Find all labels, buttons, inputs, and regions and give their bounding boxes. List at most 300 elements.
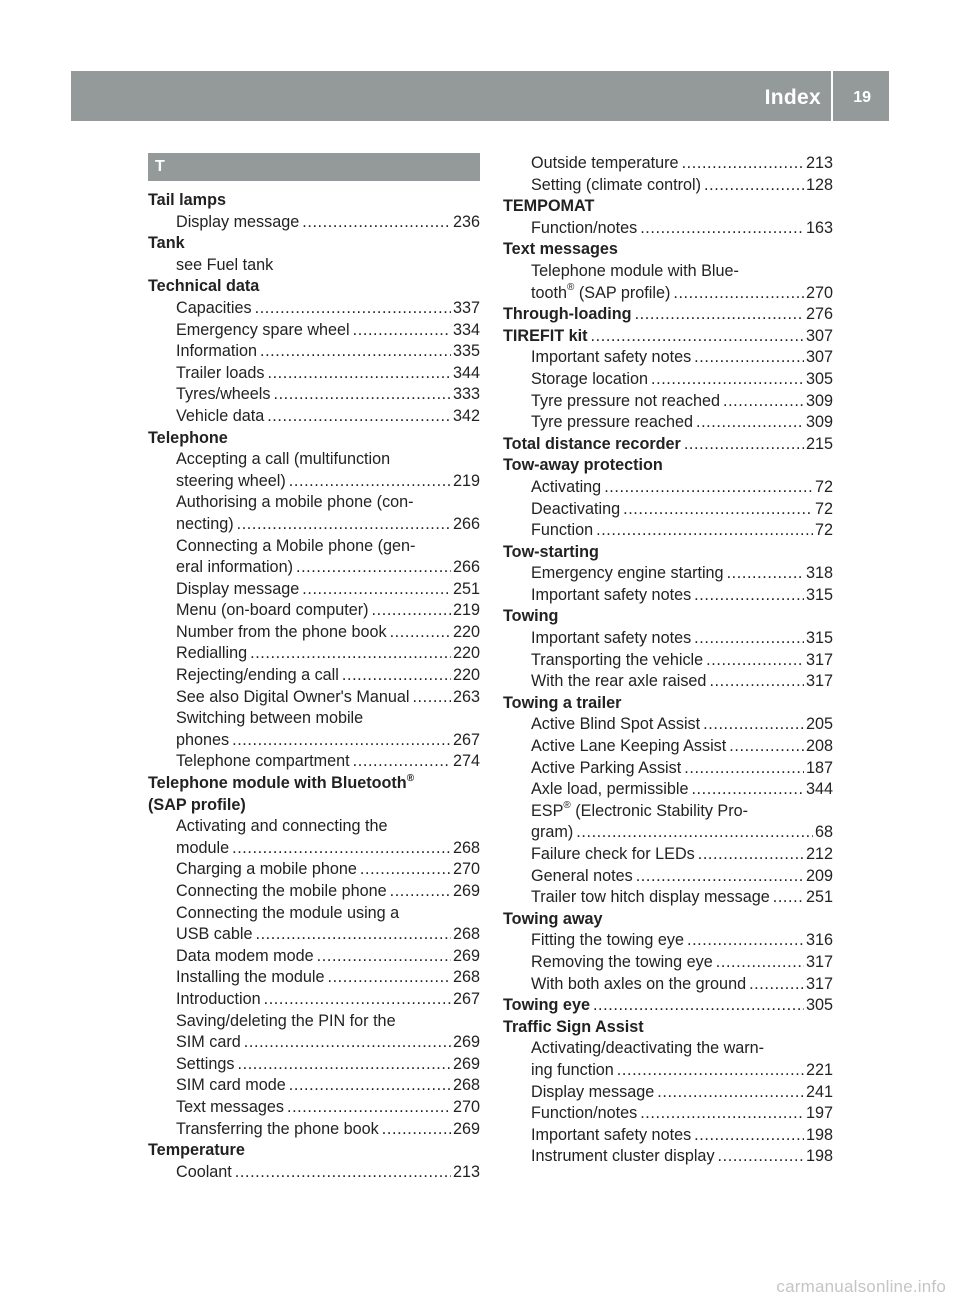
page-reference[interactable]: 263 <box>452 687 480 706</box>
entry-text: Emergency spare wheel <box>176 320 350 339</box>
dot-leader <box>691 779 804 801</box>
index-subentry <box>148 1032 480 1054</box>
entry-text: Tank <box>148 234 185 253</box>
entry-text: Transporting the vehicle <box>531 650 704 669</box>
index-subentry <box>503 671 833 693</box>
index-subentry <box>148 1162 480 1184</box>
dot-leader <box>289 471 451 493</box>
index-subentry <box>503 1103 833 1125</box>
dot-leader <box>353 751 451 773</box>
page-reference[interactable]: 269 <box>452 1054 480 1073</box>
entry-text: Function/notes <box>531 1104 638 1123</box>
entry-text: SIM card mode <box>176 1076 286 1095</box>
index-subentry <box>503 1060 833 1082</box>
dot-leader <box>412 687 451 709</box>
page-reference[interactable]: 268 <box>452 838 480 857</box>
entry-text: Storage location <box>531 369 648 388</box>
entry-text: Towing eye <box>503 996 590 1015</box>
index-subentry <box>503 391 833 413</box>
page-reference[interactable]: 269 <box>452 1033 480 1052</box>
index-subentry <box>148 341 480 363</box>
index-subentry <box>503 628 833 650</box>
dot-leader <box>593 995 804 1017</box>
index-subentry <box>503 758 833 780</box>
entry-text: Active Lane Keeping Assist <box>531 737 727 756</box>
dot-leader <box>255 924 451 946</box>
entry-text: Transferring the phone book <box>176 1119 379 1138</box>
page-reference[interactable]: 305 <box>805 369 833 388</box>
entry-text: tooth® (SAP profile) <box>531 282 671 302</box>
entry-text: Important safety notes <box>531 629 692 648</box>
index-subentry <box>503 822 833 844</box>
index-subentry <box>148 643 480 665</box>
dot-leader <box>360 859 451 881</box>
index-subentry <box>148 859 480 881</box>
page-reference[interactable]: 219 <box>452 471 480 490</box>
registered-mark: ® <box>567 282 575 294</box>
section-letter-bar: T <box>148 153 480 181</box>
page-reference[interactable]: 269 <box>452 882 480 900</box>
dot-leader <box>273 384 451 406</box>
index-subentry <box>148 708 480 730</box>
index-subentry <box>503 499 833 521</box>
entry-text: SIM card <box>176 1033 241 1052</box>
index-subentry <box>148 1119 480 1141</box>
entry-text: Trailer tow hitch display message <box>531 888 770 907</box>
index-subentry <box>148 579 480 601</box>
dot-leader <box>684 758 804 780</box>
page-reference[interactable]: 198 <box>805 1147 833 1166</box>
page-reference[interactable]: 334 <box>452 320 480 339</box>
entry-text: Tow-away protection <box>503 456 663 475</box>
index-subentry <box>148 363 480 385</box>
page-reference[interactable]: 209 <box>805 866 833 885</box>
page-reference[interactable]: 212 <box>805 845 833 863</box>
index-subentry <box>148 212 480 234</box>
dot-leader <box>260 341 451 363</box>
entry-text: Towing away <box>503 909 603 928</box>
entry-text: Through-loading <box>503 305 632 324</box>
index-subentry <box>503 714 833 736</box>
index-entry-heading <box>148 233 480 255</box>
index-entry-heading <box>503 239 833 261</box>
entry-text: Telephone module with Blue- <box>531 261 739 280</box>
header-title: Index <box>764 86 821 109</box>
page-reference[interactable]: 197 <box>805 1104 833 1123</box>
page-reference[interactable]: 270 <box>452 1097 480 1116</box>
index-subentry <box>148 255 480 277</box>
page-reference[interactable]: 337 <box>452 298 480 317</box>
index-subentry <box>148 665 480 687</box>
entry-text: Tail lamps <box>148 191 226 209</box>
dot-leader <box>636 866 804 888</box>
dot-leader <box>640 218 804 240</box>
index-subentry <box>148 924 480 946</box>
index-entry-heading <box>148 276 480 298</box>
index-subentry <box>148 600 480 622</box>
entry-text: steering wheel) <box>176 471 286 490</box>
index-entry-heading <box>503 434 833 456</box>
entry-text: Total distance recorder <box>503 434 681 453</box>
page-reference[interactable]: 344 <box>452 363 480 382</box>
dot-leader <box>235 1162 451 1184</box>
dot-leader <box>596 520 813 542</box>
index-subentry <box>148 536 480 558</box>
entry-text: Data modem mode <box>176 946 314 965</box>
dot-leader <box>623 499 813 521</box>
index-subentry <box>148 946 480 968</box>
page-reference[interactable]: 270 <box>805 283 833 302</box>
dot-leader <box>327 967 451 989</box>
dot-leader <box>706 650 804 672</box>
index-subentry <box>503 1125 833 1147</box>
page-reference[interactable]: 128 <box>805 175 833 194</box>
entry-text: Telephone module with Bluetooth® <box>148 773 415 793</box>
dot-leader <box>694 1125 804 1147</box>
dot-leader <box>287 1097 451 1119</box>
page-reference[interactable]: 220 <box>452 622 480 641</box>
page-reference[interactable]: 213 <box>805 154 833 172</box>
entry-text: Introduction <box>176 989 261 1008</box>
page-reference[interactable]: 215 <box>805 434 833 453</box>
entry-text: Text messages <box>176 1097 284 1116</box>
index-subentry <box>503 369 833 391</box>
entry-text: Tyre pressure reached <box>531 413 693 432</box>
page-reference[interactable]: 335 <box>452 342 480 361</box>
page-reference[interactable]: 219 <box>452 601 480 620</box>
entry-text: Authorising a mobile phone (con- <box>176 493 414 512</box>
index-subentry <box>503 801 833 823</box>
dot-leader <box>682 153 804 175</box>
index-entry-heading <box>148 1140 480 1162</box>
index-entry-heading <box>503 995 833 1017</box>
entry-text: Function/notes <box>531 218 638 237</box>
entry-text: Emergency engine starting <box>531 564 724 583</box>
dot-leader <box>390 622 451 644</box>
page-reference[interactable]: 318 <box>805 564 833 583</box>
dot-leader <box>704 175 804 197</box>
dot-leader <box>317 946 451 968</box>
entry-text: Traffic Sign Assist <box>503 1017 644 1036</box>
page-reference[interactable]: 333 <box>452 385 480 404</box>
entry-text: Important safety notes <box>531 1125 692 1144</box>
index-subentry <box>148 384 480 406</box>
index-subentry <box>148 406 480 428</box>
index-subentry <box>503 261 833 283</box>
index-entry-heading <box>503 542 833 564</box>
page-reference[interactable]: 220 <box>452 666 480 685</box>
index-subentry <box>148 471 480 493</box>
dot-leader <box>657 1082 804 1104</box>
page-reference[interactable]: 208 <box>805 737 833 756</box>
index-subentry <box>148 320 480 342</box>
index-column-left <box>148 153 480 1183</box>
page-reference[interactable]: 315 <box>805 629 833 648</box>
entry-text: Text messages <box>503 240 618 259</box>
index-subentry <box>148 730 480 752</box>
entry-text: Switching between mobile <box>176 709 364 728</box>
dot-leader <box>617 1060 804 1082</box>
entry-text: Deactivating <box>531 499 621 518</box>
index-subentry <box>503 218 833 240</box>
index-subentry <box>148 989 480 1011</box>
page-reference[interactable]: 251 <box>452 579 480 598</box>
entry-text: Vehicle data <box>176 406 265 425</box>
page-reference[interactable]: 317 <box>805 650 833 669</box>
index-entry-heading <box>148 773 480 795</box>
entry-text: Connecting the mobile phone <box>176 882 387 900</box>
page-reference[interactable]: 317 <box>805 672 833 691</box>
dot-leader <box>576 822 813 844</box>
index-entry-heading <box>148 190 480 212</box>
dot-leader <box>729 736 804 758</box>
dot-leader <box>250 643 451 665</box>
entry-text: gram) <box>531 823 574 842</box>
entry-text: Accepting a call (multifunction <box>176 450 391 469</box>
dot-leader <box>698 844 804 866</box>
index-subentry <box>148 492 480 514</box>
index-subentry <box>503 887 833 909</box>
dot-leader <box>651 369 804 391</box>
page-reference[interactable]: 198 <box>805 1125 833 1144</box>
index-subentry <box>503 736 833 758</box>
dot-leader <box>289 1075 451 1097</box>
index-subentry <box>503 1038 833 1060</box>
entry-text: Towing <box>503 607 559 626</box>
dot-leader <box>353 320 451 342</box>
entry-text: Display message <box>176 579 300 598</box>
entry-text: General notes <box>531 866 633 885</box>
page-reference[interactable]: 267 <box>452 989 480 1008</box>
index-subentry <box>503 650 833 672</box>
entry-text: Redialling <box>176 644 248 663</box>
index-subentry <box>503 952 833 974</box>
page-reference[interactable]: 268 <box>452 1076 480 1095</box>
entry-text: Important safety notes <box>531 348 692 367</box>
dot-leader <box>244 1032 451 1054</box>
index-subentry <box>503 175 833 197</box>
page-reference[interactable]: 269 <box>452 946 480 965</box>
dot-leader <box>296 557 451 579</box>
entry-text: Technical data <box>148 277 260 296</box>
index-subentry <box>503 1082 833 1104</box>
page-reference[interactable]: 241 <box>805 1082 833 1101</box>
index-entry-heading <box>148 795 480 817</box>
index-entry-heading <box>503 455 833 477</box>
entry-text: Connecting the module using a <box>176 903 400 922</box>
index-subentry <box>503 974 833 996</box>
index-subentry <box>503 1146 833 1168</box>
dot-leader <box>749 974 804 996</box>
dot-leader <box>716 952 804 974</box>
page-reference[interactable]: 274 <box>452 752 480 771</box>
dot-leader <box>773 887 804 909</box>
entry-text: Installing the module <box>176 968 325 987</box>
dot-leader <box>703 714 804 736</box>
page-reference[interactable]: 342 <box>452 406 480 425</box>
index-subentry <box>148 1075 480 1097</box>
page-reference[interactable]: 187 <box>805 758 833 777</box>
page-reference[interactable]: 316 <box>805 931 833 950</box>
index-subentry <box>503 520 833 542</box>
page-reference[interactable]: 72 <box>814 521 833 540</box>
index-entries-left <box>148 190 480 1183</box>
page-reference[interactable]: 251 <box>805 888 833 907</box>
index-subentry <box>148 298 480 320</box>
entry-text: Menu (on-board computer) <box>176 601 369 620</box>
page-reference[interactable]: 307 <box>805 348 833 367</box>
index-subentry <box>148 903 480 925</box>
page-reference[interactable]: 266 <box>452 514 480 533</box>
index-entries-right <box>503 153 833 1168</box>
index-subentry <box>148 967 480 989</box>
registered-mark: ® <box>406 773 415 784</box>
dot-leader <box>232 838 451 860</box>
page-reference[interactable]: 236 <box>452 212 480 231</box>
index-subentry <box>148 449 480 471</box>
entry-text: Towing a trailer <box>503 693 622 712</box>
page-reference[interactable]: 163 <box>805 218 833 237</box>
index-subentry <box>148 622 480 644</box>
entry-text: Telephone compartment <box>176 752 350 771</box>
dot-leader <box>255 298 451 320</box>
dot-leader <box>390 881 451 903</box>
entry-text: Settings <box>176 1054 235 1073</box>
index-entry-heading <box>503 196 833 218</box>
entry-text: Capacities <box>176 298 252 317</box>
index-subentry <box>503 866 833 888</box>
dot-leader <box>302 212 451 234</box>
dot-leader <box>673 283 804 305</box>
dot-leader <box>687 930 804 952</box>
entry-text: Temperature <box>148 1141 245 1160</box>
dot-leader <box>640 1103 804 1125</box>
entry-text: Coolant <box>176 1162 232 1181</box>
page-reference[interactable]: 205 <box>805 715 833 734</box>
page-reference[interactable]: 270 <box>452 860 480 879</box>
entry-text: Activating/deactivating the warn- <box>531 1039 765 1058</box>
index-entry-heading <box>148 428 480 450</box>
entry-text: ing function <box>531 1060 614 1079</box>
dot-leader <box>302 579 451 601</box>
index-entry-heading <box>503 326 833 348</box>
page-reference[interactable]: 309 <box>805 391 833 410</box>
page-reference[interactable]: 309 <box>805 413 833 432</box>
dot-leader <box>264 989 451 1011</box>
index-entry-heading <box>503 304 833 326</box>
index-column-right <box>503 153 833 1168</box>
page-reference[interactable]: 268 <box>452 968 480 987</box>
entry-text: Function <box>531 521 594 540</box>
dot-leader <box>342 665 451 687</box>
dot-leader <box>604 477 813 499</box>
entry-text: Telephone <box>148 428 228 447</box>
entry-text: Tyre pressure not reached <box>531 391 720 410</box>
entry-text: Removing the towing eye <box>531 952 713 971</box>
page-reference[interactable]: 317 <box>805 974 833 993</box>
page-reference[interactable]: 305 <box>805 996 833 1015</box>
page-reference[interactable]: 72 <box>814 477 833 496</box>
entry-text: ESP® (Electronic Stability Pro- <box>531 800 748 820</box>
dot-leader <box>694 628 804 650</box>
index-subentry <box>148 557 480 579</box>
index-subentry <box>148 1097 480 1119</box>
index-subentry <box>148 881 480 903</box>
page-reference[interactable]: 221 <box>805 1060 833 1079</box>
dot-leader <box>237 514 451 536</box>
index-entry-heading <box>503 693 833 715</box>
index-subentry <box>503 930 833 952</box>
page-reference[interactable]: 307 <box>805 326 833 345</box>
entry-text: module <box>176 838 230 857</box>
entry-text: Active Parking Assist <box>531 758 682 777</box>
entry-text: Activating <box>531 477 602 496</box>
entry-text: Activating and connecting the <box>176 817 388 836</box>
page-reference[interactable]: 220 <box>452 644 480 663</box>
index-subentry <box>148 514 480 536</box>
entry-text: Outside temperature <box>531 154 679 172</box>
entry-text: Tow-starting <box>503 542 599 561</box>
index-subentry <box>148 1011 480 1033</box>
index-subentry <box>148 838 480 860</box>
entry-text: Important safety notes <box>531 585 692 604</box>
page-reference[interactable]: 72 <box>814 499 833 518</box>
dot-leader <box>238 1054 451 1076</box>
page-reference[interactable]: 317 <box>805 952 833 971</box>
entry-text: Instrument cluster display <box>531 1147 715 1166</box>
page-reference[interactable]: 276 <box>805 305 833 324</box>
entry-text: see Fuel tank <box>176 255 274 274</box>
index-subentry <box>503 585 833 607</box>
entry-text: TEMPOMAT <box>503 197 595 216</box>
page-reference[interactable]: 268 <box>452 925 480 944</box>
entry-text: Display message <box>531 1082 655 1101</box>
watermark-text: carmanualsonline.info <box>776 1277 946 1296</box>
index-subentry <box>503 477 833 499</box>
dot-leader <box>727 563 804 585</box>
index-subentry <box>148 687 480 709</box>
dot-leader <box>696 412 804 434</box>
entry-text: With both axles on the ground <box>531 974 747 993</box>
entry-text: Connecting a Mobile phone (gen- <box>176 536 416 555</box>
page-reference[interactable]: 269 <box>452 1119 480 1138</box>
entry-text: phones <box>176 730 230 749</box>
entry-text: With the rear axle raised <box>531 672 707 691</box>
entry-text: Information <box>176 342 257 361</box>
page-reference[interactable]: 266 <box>452 558 480 577</box>
dot-leader <box>591 326 804 348</box>
dot-leader <box>694 347 804 369</box>
dot-leader <box>718 1146 804 1168</box>
page-reference[interactable]: 344 <box>805 780 833 799</box>
registered-mark: ® <box>563 800 571 812</box>
dot-leader <box>723 391 804 413</box>
page-reference[interactable]: 315 <box>805 585 833 604</box>
entry-text: eral information) <box>176 558 293 577</box>
entry-text: Charging a mobile phone <box>176 860 357 879</box>
page-reference[interactable]: 213 <box>452 1162 480 1181</box>
page-number: 19 <box>853 89 871 106</box>
page-header <box>71 71 889 121</box>
page-reference[interactable]: 68 <box>814 823 833 842</box>
dot-leader <box>372 600 451 622</box>
index-subentry <box>503 283 833 305</box>
dot-leader <box>635 304 804 326</box>
entry-text: Saving/deleting the PIN for the <box>176 1011 396 1030</box>
entry-text: Setting (climate control) <box>531 175 702 194</box>
page-reference[interactable]: 267 <box>452 730 480 749</box>
entry-text: TIREFIT kit <box>503 326 588 345</box>
